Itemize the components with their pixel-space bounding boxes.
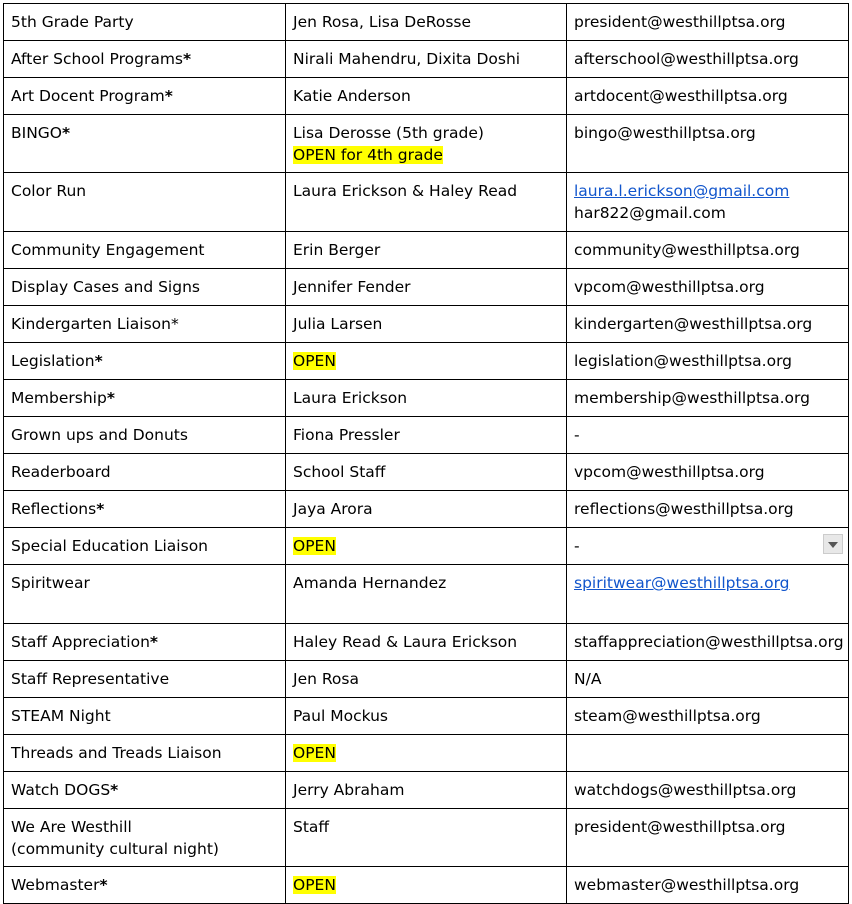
table-row (4, 735, 849, 772)
chair-cell[interactable] (286, 4, 567, 41)
table-row (4, 4, 849, 41)
chair-cell[interactable] (286, 624, 567, 661)
email-text: vpcom@westhillptsa.org (574, 278, 765, 296)
email-cell[interactable] (567, 454, 849, 491)
table-row (4, 173, 849, 232)
role-name: After School Programs (11, 50, 184, 68)
role-name: Threads and Treads Liaison (11, 744, 222, 762)
role-cell[interactable] (4, 809, 286, 867)
role-name: Spiritwear (11, 574, 90, 592)
email-text: legislation@westhillptsa.org (574, 352, 793, 370)
chair-cell[interactable] (286, 735, 567, 772)
email-text: N/A (574, 670, 602, 688)
role-cell[interactable] (4, 454, 286, 491)
role-name: Art Docent Program (11, 87, 165, 105)
role-cell[interactable] (4, 41, 286, 78)
email-cell[interactable] (567, 735, 849, 772)
chair-cell[interactable] (286, 115, 567, 173)
role-name: Legislation (11, 352, 95, 370)
role-cell[interactable] (4, 772, 286, 809)
email-text: reflections@westhillptsa.org (574, 500, 794, 518)
email-text: membership@westhillptsa.org (574, 389, 810, 407)
email-cell[interactable] (567, 115, 849, 173)
email-cell[interactable] (567, 232, 849, 269)
chair-name: Lisa Derosse (5th grade) (293, 124, 484, 142)
table-row (4, 624, 849, 661)
email-cell[interactable] (567, 565, 849, 624)
dropdown-arrow-icon[interactable] (823, 534, 843, 554)
email-text: har822@gmail.com (574, 204, 726, 222)
chair-name: Haley Read & Laura Erickson (293, 633, 518, 651)
chair-name: Jerry Abraham (293, 781, 405, 799)
role-cell[interactable] (4, 269, 286, 306)
role-name: BINGO (11, 124, 63, 142)
email-text: watchdogs@westhillptsa.org (574, 781, 797, 799)
table-row (4, 78, 849, 115)
chair-name: Staff (293, 818, 330, 836)
email-text: kindergarten@westhillptsa.org (574, 315, 813, 333)
role-cell[interactable] (4, 661, 286, 698)
table-row (4, 867, 849, 904)
email-cell[interactable] (567, 78, 849, 115)
email-cell[interactable] (567, 698, 849, 735)
role-cell[interactable] (4, 565, 286, 624)
table-row (4, 454, 849, 491)
table-row (4, 232, 849, 269)
email-text: - (574, 426, 580, 444)
open-position-highlight: OPEN for 4th grade (293, 146, 443, 164)
chair-cell[interactable] (286, 809, 567, 867)
role-name: Watch DOGS (11, 781, 111, 799)
table-row (4, 809, 849, 867)
role-cell[interactable] (4, 624, 286, 661)
email-text: bingo@westhillptsa.org (574, 124, 756, 142)
table-row (4, 772, 849, 809)
role-cell[interactable] (4, 4, 286, 41)
role-cell[interactable] (4, 78, 286, 115)
chair-cell[interactable] (286, 269, 567, 306)
role-cell[interactable] (4, 867, 286, 904)
email-text: vpcom@westhillptsa.org (574, 463, 765, 481)
email-cell[interactable] (567, 41, 849, 78)
role-cell[interactable] (4, 528, 286, 565)
chair-name: Jen Rosa (293, 670, 359, 688)
role-cell[interactable] (4, 491, 286, 528)
chair-name: Katie Anderson (293, 87, 411, 105)
email-cell[interactable] (567, 772, 849, 809)
chair-cell[interactable] (286, 491, 567, 528)
role-name: Kindergarten Liaison (11, 315, 171, 333)
email-cell[interactable] (567, 417, 849, 454)
table-row (4, 380, 849, 417)
role-name: Color Run (11, 182, 87, 200)
role-name: Grown ups and Donuts (11, 426, 188, 444)
chair-cell[interactable] (286, 78, 567, 115)
chair-cell[interactable] (286, 528, 567, 565)
open-position-highlight: OPEN (293, 352, 336, 370)
open-position-highlight: OPEN (293, 744, 336, 762)
email-cell[interactable] (567, 343, 849, 380)
table-row (4, 306, 849, 343)
chair-cell[interactable] (286, 661, 567, 698)
table-row (4, 661, 849, 698)
chair-cell[interactable] (286, 698, 567, 735)
open-position-highlight: OPEN (293, 876, 336, 894)
role-cell[interactable] (4, 343, 286, 380)
email-text: - (574, 537, 580, 555)
email-cell[interactable] (567, 306, 849, 343)
role-name: Special Education Liaison (11, 537, 208, 555)
email-text: webmaster@westhillptsa.org (574, 876, 800, 894)
chair-name: Laura Erickson (293, 389, 408, 407)
role-name: Reflections (11, 500, 97, 518)
email-text: steam@westhillptsa.org (574, 707, 761, 725)
required-asterisk: * (149, 633, 158, 651)
role-cell[interactable] (4, 380, 286, 417)
chair-name: School Staff (293, 463, 386, 481)
email-text: president@westhillptsa.org (574, 818, 786, 836)
chair-cell[interactable] (286, 772, 567, 809)
table-row (4, 528, 849, 565)
email-cell[interactable] (567, 269, 849, 306)
chair-cell[interactable] (286, 343, 567, 380)
required-asterisk: * (99, 876, 108, 894)
required-asterisk: * (170, 315, 179, 333)
chair-name: Laura Erickson & Haley Read (293, 182, 518, 200)
chair-name: Paul Mockus (293, 707, 388, 725)
open-position-highlight: OPEN (293, 537, 336, 555)
chair-cell[interactable] (286, 380, 567, 417)
email-text: staffappreciation@westhillptsa.org (574, 633, 844, 651)
required-asterisk: * (183, 50, 192, 68)
email-text: artdocent@westhillptsa.org (574, 87, 788, 105)
chair-name: Jennifer Fender (293, 278, 411, 296)
email-cell[interactable] (567, 380, 849, 417)
role-cell[interactable] (4, 306, 286, 343)
role-name: Membership (11, 389, 107, 407)
chair-cell[interactable] (286, 173, 567, 232)
chair-cell[interactable] (286, 454, 567, 491)
role-name: We Are Westhill (11, 818, 132, 836)
required-asterisk: * (110, 781, 119, 799)
role-name: Readerboard (11, 463, 111, 481)
table-row (4, 565, 849, 624)
role-cell[interactable] (4, 173, 286, 232)
table-row (4, 41, 849, 78)
chair-name: Jen Rosa, Lisa DeRosse (293, 13, 472, 31)
role-name: STEAM Night (11, 707, 111, 725)
role-name: Community Engagement (11, 241, 205, 259)
chair-name: Jaya Arora (293, 500, 373, 518)
role-name: Webmaster (11, 876, 100, 894)
table-row (4, 269, 849, 306)
required-asterisk: * (96, 500, 105, 518)
chair-name: Amanda Hernandez (293, 574, 447, 592)
chair-name: Julia Larsen (293, 315, 383, 333)
email-cell[interactable] (567, 173, 849, 232)
table-row (4, 115, 849, 173)
role-cell[interactable] (4, 232, 286, 269)
chair-name: Erin Berger (293, 241, 381, 259)
role-cell[interactable] (4, 417, 286, 454)
role-cell[interactable] (4, 698, 286, 735)
email-link[interactable]: spiritwear@westhillptsa.org (574, 574, 790, 592)
email-text: president@westhillptsa.org (574, 13, 786, 31)
email-link[interactable]: laura.l.erickson@gmail.com (574, 182, 790, 200)
chair-cell[interactable] (286, 41, 567, 78)
committee-table (3, 3, 849, 904)
email-cell[interactable] (567, 528, 849, 565)
email-text: community@westhillptsa.org (574, 241, 800, 259)
chair-cell[interactable] (286, 417, 567, 454)
role-cell[interactable] (4, 735, 286, 772)
table-row (4, 698, 849, 735)
chair-cell[interactable] (286, 306, 567, 343)
chair-cell[interactable] (286, 867, 567, 904)
required-asterisk: * (62, 124, 71, 142)
email-cell[interactable] (567, 491, 849, 528)
table-row (4, 343, 849, 380)
role-name: Staff Appreciation (11, 633, 150, 651)
role-name: Staff Representative (11, 670, 170, 688)
email-text: afterschool@westhillptsa.org (574, 50, 799, 68)
chair-cell[interactable] (286, 565, 567, 624)
required-asterisk: * (164, 87, 173, 105)
role-name: Display Cases and Signs (11, 278, 200, 296)
role-name: 5th Grade Party (11, 13, 134, 31)
email-cell[interactable] (567, 661, 849, 698)
role-cell[interactable] (4, 115, 286, 173)
chair-name: Fiona Pressler (293, 426, 400, 444)
table-row (4, 417, 849, 454)
role-subtitle: (community cultural night) (11, 840, 219, 858)
email-cell[interactable] (567, 624, 849, 661)
table-row (4, 491, 849, 528)
email-cell[interactable] (567, 867, 849, 904)
required-asterisk: * (94, 352, 103, 370)
required-asterisk: * (106, 389, 115, 407)
email-cell[interactable] (567, 809, 849, 867)
email-cell[interactable] (567, 4, 849, 41)
chair-name: Nirali Mahendru, Dixita Doshi (293, 50, 521, 68)
chair-cell[interactable] (286, 232, 567, 269)
